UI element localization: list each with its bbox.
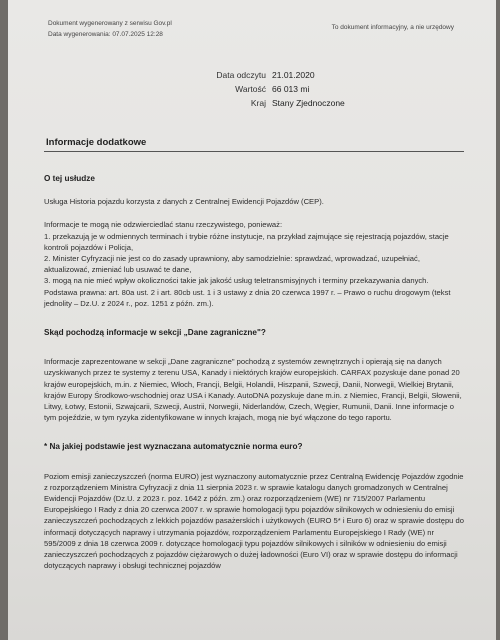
about-legal-basis: Podstawa prawna: art. 80a ust. 2 i art. 80cb ust. 1 i 3 ustawy z dnia 20 czerwca 1997 r. – Prawo o ruchu drogowym (tekst jednolity – Dz.U. z 2024 r., poz. 1251 z późn. zm.). <box>44 287 451 308</box>
meta-key: Data odczytu <box>216 70 266 80</box>
about-heading: O tej usłudze <box>44 174 95 183</box>
foreign-text: Informacje zaprezentowane w sekcji „Dane zagraniczne" pochodzą z systemów zewnętrznych i opierają się na danych uzyskiwanych przez te systemy z terenu USA, Kanady i niektórych krajów europejskich. CARFAX pozyskuje dane ponad 20 krajów europejskich, m.in. z Niemiec, Włoch, Francji, Belgii, Holandii, Hiszpanii, Szwecji, Danii, Norwegii, Wielkiej Brytanii, krajów Europy Środkowo-wschodniej oraz USA i Kanady. AutoDNA pozyskuje dane m.in. z Niemiec, Francji, Belgii, Słowenii, Litwy, Łotwy, Estonii, Szwajcarii, Szwecji, Austrii, Norwegii, Niderlandów, Czech, Węgier, Rumunii, Danii. Inne informacje o tym pojeździe, w tym ryzyka zidentyfikowane w innych krajach, mogą nie być włączone do tego raportu. <box>44 357 462 423</box>
about-point-1: 1. przekazują je w odmiennych terminach i trybie różne instytucje, na przykład zajmujące się rejestracją pojazdów, stacje kontroli pojazdów i Policja, <box>44 231 449 252</box>
document-body <box>44 173 466 571</box>
meta-key: Kraj <box>250 98 266 108</box>
about-not-responsible: Informacje te mogą nie odzwierciedlać stanu rzeczywistego, ponieważ: <box>44 220 283 230</box>
about-point-2: 2. Minister Cyfryzacji nie jest co do zasady uprawniony, aby samodzielnie: sprawdzać, wprowadzać, uzupełniać, aktualizować, zmieniać lub usuwać te dane, <box>44 254 420 275</box>
meta-value: Stany Zjednoczone <box>272 98 345 108</box>
meta-row-date <box>204 68 345 82</box>
meta-value: 66 013 mi <box>272 84 310 94</box>
meta-row-value <box>204 82 345 96</box>
foreign-heading: Skąd pochodzą informacje w sekcji „Dane zagraniczne"? <box>44 328 266 338</box>
section-title: Informacje dodatkowe <box>46 137 147 148</box>
euro-heading: * Na jakiej podstawie jest wyznaczana automatycznie norma euro? <box>44 442 303 452</box>
section-divider <box>44 151 464 152</box>
generated-date-text: Data wygenerowania: 07.07.2025 12:28 <box>48 31 163 38</box>
odometer-reading-block <box>204 68 345 110</box>
meta-row-country <box>204 96 345 110</box>
meta-key: Wartość <box>235 84 266 94</box>
generated-by-text: Dokument wygenerowany z serwisu Gov.pl <box>48 20 172 27</box>
about-intro: Usługa Historia pojazdu korzysta z danych z Centralnej Ewidencji Pojazdów (CEP). <box>44 197 324 207</box>
meta-value: 21.01.2020 <box>272 70 315 80</box>
document-page <box>8 0 496 640</box>
generation-info <box>48 18 172 40</box>
about-point-3: 3. mogą na nie mieć wpływ okoliczności takie jak jakość usług teletransmisyjnych i terminy przekazywania danych. <box>44 276 429 286</box>
informational-notice: To dokument informacyjny, a nie urzędowy <box>331 24 454 31</box>
euro-text: Poziom emisji zanieczyszczeń (norma EURO) jest wyznaczony automatycznie przez Centralną Ewidencję Pojazdów zgodnie z rozporządzeniem Ministra Cyfryzacji z dnia 11 sierpnia 2023 r. w sprawie katalogu danych gromadzonych w Centralnej Ewidencji Pojazdów (Dz.U. z 2023 r. poz. 1642 z późn. zm.) oraz rozporządzeniem (WE) nr 715/2007 Parlamentu Europejskiego I Rady z dnia 20 czerwca 2007 r. w sprawie homologacji typu pojazdów silnikowych w odniesieniu do emisji zanieczyszczeń pochodzących z lekkich pojazdów pasażerskich i użytkowych (EURO 5* i Euro 6) oraz w sprawie dostępu do informacji dotyczących naprawy i utrzymania pojazdów, rozporządzeniem Parlamentu Europejskiego I Rady (WE) nr 595/2009 z dnia 18 czerwca 2009 r. dotyczące homologacji typu pojazdów silnikowych i silników w odniesieniu do emisji zanieczyszczeń pochodzących z pojazdów ciężarowych o dużej ładowności (Euro VI) oraz w sprawie dostępu do informacji dotyczących naprawy i obsługi technicznej pojazdów <box>44 471 464 571</box>
